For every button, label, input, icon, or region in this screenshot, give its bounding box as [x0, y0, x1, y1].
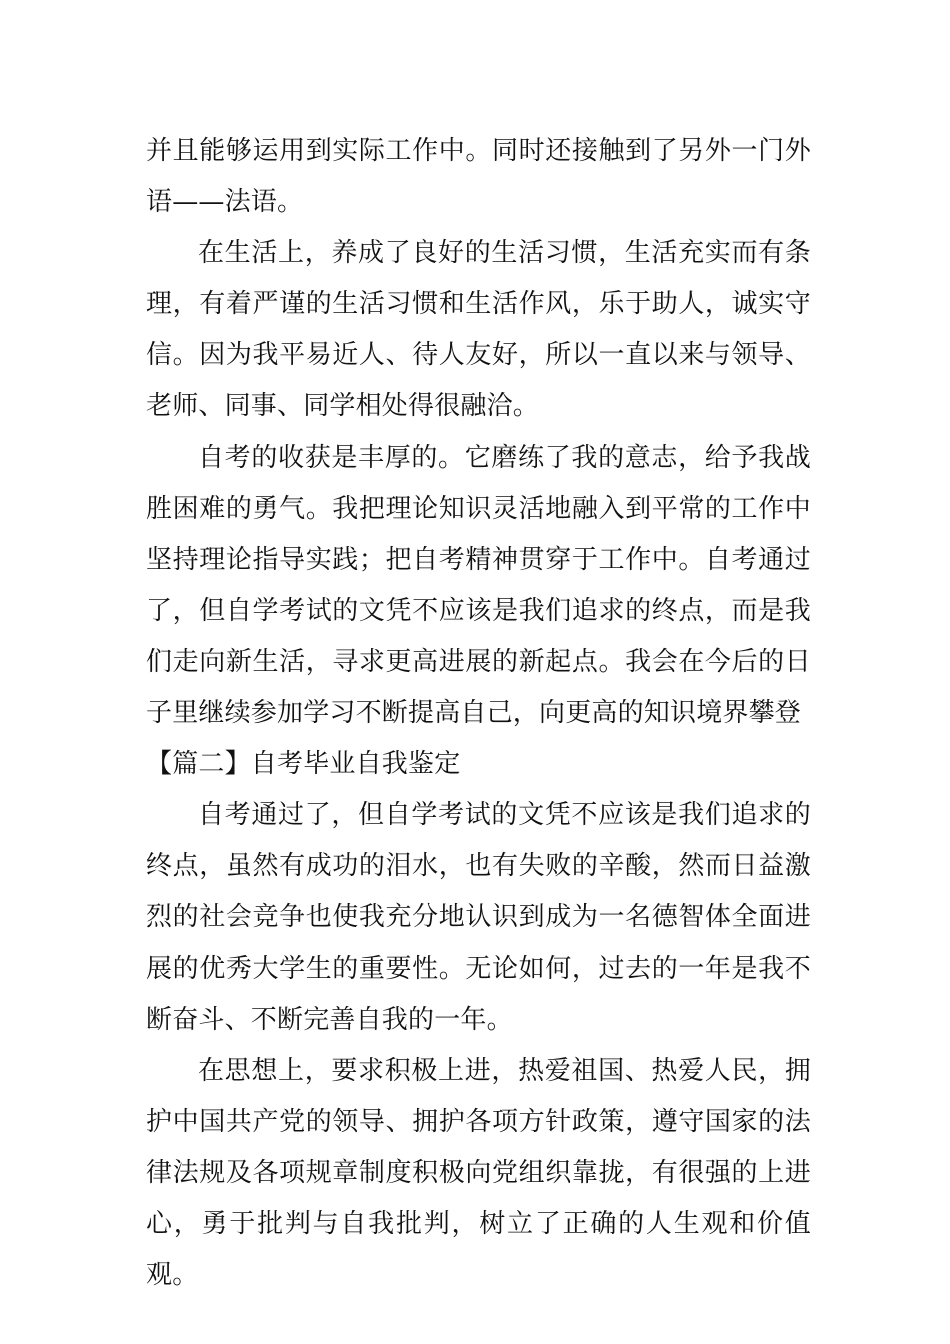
- paragraph-continuation: 并且能够运用到实际工作中。同时还接触到了另外一门外语——法语。: [146, 136, 811, 218]
- paragraph-life: 在生活上，养成了良好的生活习惯，生活充实而有条理，有着严谨的生活习惯和生活作风，乐于助人，诚实守信。因为我平易近人、待人友好，所以一直以来与领导、老师、同事、同学相处得很融洽。: [146, 238, 811, 422]
- paragraph-section-intro: 自考通过了，但自学考试的文凭不应该是我们追求的终点，虽然有成功的泪水，也有失败的辛酸，然而日益激烈的社会竞争也使我充分地认识到成为一名德智体全面进展的优秀大学生的重要性。无论如何，过去的一年是我不断奋斗、不断完善自我的一年。: [146, 800, 811, 1035]
- document-body: [146, 126, 811, 1301]
- paragraph-gains: 自考的收获是丰厚的。它磨练了我的意志，给予我战胜困难的勇气。我把理论知识灵活地融入到平常的工作中坚持理论指导实践；把自考精神贯穿于工作中。自考通过了，但自学考试的文凭不应该是我们追求的终点，而是我们走向新生活，寻求更高进展的新起点。我会在今后的日子里继续参加学习不断提高自己，向更高的知识境界攀登: [146, 442, 811, 729]
- section-heading: 【篇二】自考毕业自我鉴定: [146, 749, 461, 780]
- paragraph-thought: 在思想上，要求积极上进，热爱祖国、热爱人民，拥护中国共产党的领导、拥护各项方针政策，遵守国家的法律法规及各项规章制度积极向党组织靠拢，有很强的上进心，勇于批判与自我批判，树立了正确的人生观和价值观。: [146, 1055, 811, 1291]
